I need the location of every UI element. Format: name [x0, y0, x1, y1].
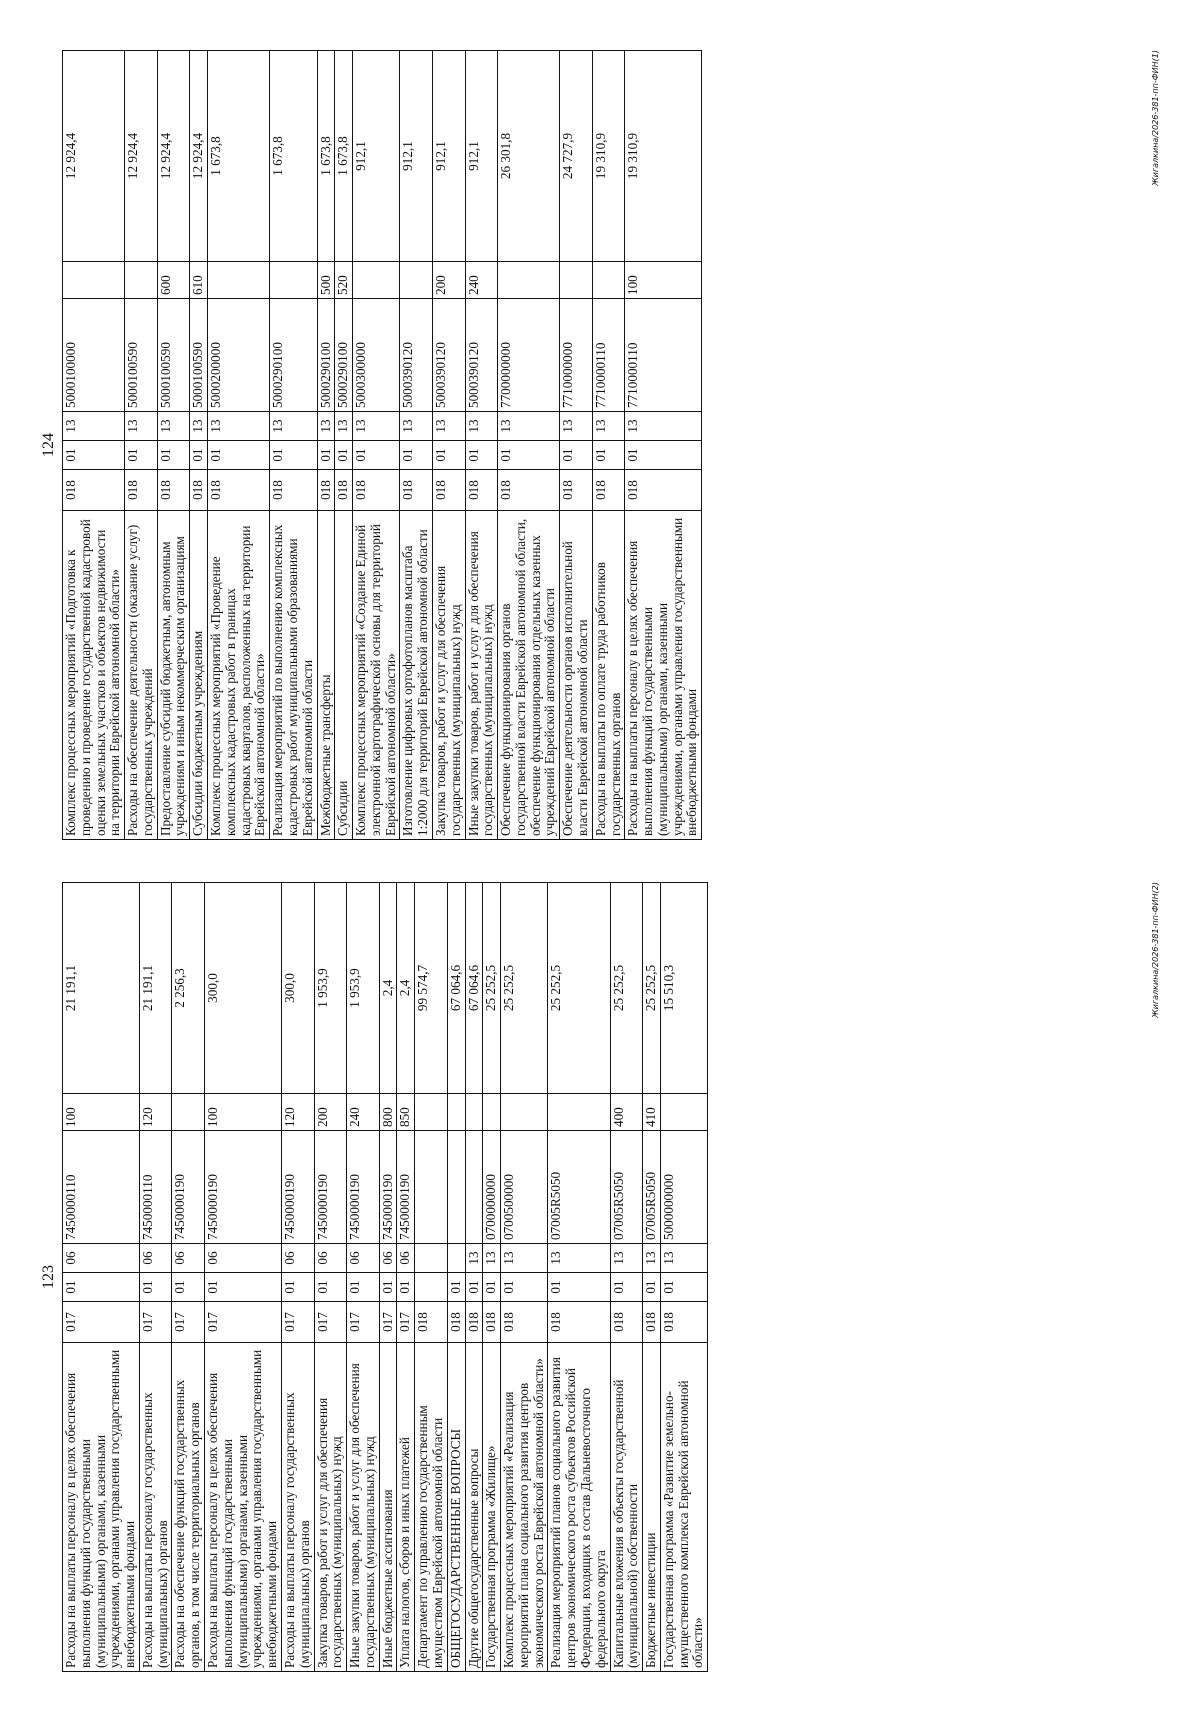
cell-name: Государственная программа «Жилище» — [483, 1343, 501, 1672]
table-row — [139, 883, 172, 1672]
cell-ved: 017 — [281, 1302, 314, 1343]
cell-pr: 13 — [625, 412, 702, 441]
cell-name: Комплекс процессных мероприятий «Подготовка к проведению и проведение государственной кадастровой оценки земельных участков и объектов недвижимости на территории Еврейской автономной области» — [63, 511, 125, 840]
cell-name: Обеспечение деятельности органов исполнительной власти Еврейской автономной области — [560, 511, 593, 840]
cell-pr: 13 — [157, 412, 190, 441]
cell-rz: 01 — [335, 441, 353, 470]
table-row — [447, 883, 465, 1672]
table-row — [415, 883, 448, 1672]
table-row — [353, 51, 400, 840]
cell-name: Расходы на обеспечение деятельности (оказание услуг) государственных учреждений — [125, 511, 158, 840]
page-footer: Жигалкина/2026-381-пп-ФИН(1) — [1151, 50, 1160, 186]
cell-sum: 1 673,8 — [317, 51, 335, 262]
cell-sum: 25 252,5 — [610, 883, 643, 1094]
cell-rz: 01 — [208, 441, 270, 470]
cell-ved: 017 — [397, 1302, 415, 1343]
cell-sum: 912,1 — [400, 51, 433, 262]
cell-name: Иные закупки товаров, работ и услуг для обеспечения государственных (муниципальных) нужд — [347, 1343, 380, 1672]
cell-vr — [353, 262, 400, 299]
page-footer: Жигалкина/2026-381-пп-ФИН(2) — [1151, 882, 1160, 1018]
cell-sum: 912,1 — [353, 51, 400, 262]
cell-vr: 850 — [397, 1094, 415, 1131]
cell-csr: 7450000110 — [63, 1131, 140, 1244]
cell-ved: 018 — [157, 470, 190, 511]
cell-rz: 01 — [270, 441, 317, 470]
cell-ved: 018 — [270, 470, 317, 511]
cell-csr — [465, 1131, 483, 1244]
cell-sum: 25 252,5 — [501, 883, 548, 1094]
cell-ved: 018 — [610, 1302, 643, 1343]
cell-ved: 017 — [139, 1302, 172, 1343]
cell-pr: 13 — [660, 1244, 707, 1273]
cell-rz: 01 — [501, 1273, 548, 1302]
cell-csr: 5000390120 — [432, 299, 465, 412]
cell-ved: 018 — [190, 470, 208, 511]
cell-vr — [208, 262, 270, 299]
table-row — [335, 51, 353, 840]
cell-vr — [415, 1094, 448, 1131]
cell-name: Расходы на выплаты персоналу в целях обеспечения выполнения функций государственными (муниципальными) органами, казенными учреждениями, органами управления государственными внебюджетными фондами — [205, 1343, 282, 1672]
cell-pr: 13 — [498, 412, 560, 441]
cell-csr: 5000100590 — [157, 299, 190, 412]
table-row — [63, 51, 125, 840]
cell-ved: 018 — [660, 1302, 707, 1343]
table-row — [643, 883, 661, 1672]
cell-sum: 15 510,3 — [660, 883, 707, 1094]
table-row — [400, 51, 433, 840]
cell-pr: 13 — [432, 412, 465, 441]
table-row — [63, 883, 140, 1672]
cell-sum: 12 924,4 — [190, 51, 208, 262]
cell-ved: 018 — [447, 1302, 465, 1343]
cell-rz: 01 — [317, 441, 335, 470]
cell-sum: 2,4 — [379, 883, 397, 1094]
cell-rz: 01 — [63, 1273, 140, 1302]
table-row — [592, 51, 625, 840]
cell-csr — [415, 1131, 448, 1244]
cell-vr: 500 — [317, 262, 335, 299]
cell-rz: 01 — [379, 1273, 397, 1302]
cell-name: Обеспечение функционирования органов государственной власти Еврейской автономной области, обеспечение функционирования отдельных казенных учреждений Еврейской автономной области — [498, 511, 560, 840]
table-row — [190, 51, 208, 840]
cell-name: Субсидии бюджетным учреждениям — [190, 511, 208, 840]
cell-pr: 13 — [63, 412, 125, 441]
cell-rz: 01 — [483, 1273, 501, 1302]
cell-name: Расходы на выплаты персоналу государственных (муниципальных) органов — [139, 1343, 172, 1672]
cell-sum: 1 673,8 — [335, 51, 353, 262]
cell-sum: 19 310,9 — [592, 51, 625, 262]
table-row — [610, 883, 643, 1672]
cell-csr: 5000290100 — [270, 299, 317, 412]
cell-csr: 0700000000 — [483, 1131, 501, 1244]
cell-rz: 01 — [625, 441, 702, 470]
cell-ved: 017 — [172, 1302, 205, 1343]
cell-vr: 600 — [157, 262, 190, 299]
cell-vr — [270, 262, 317, 299]
cell-pr: 06 — [205, 1244, 282, 1273]
cell-pr — [415, 1244, 448, 1273]
cell-sum: 99 574,7 — [415, 883, 448, 1094]
table-row — [125, 51, 158, 840]
cell-ved: 018 — [415, 1302, 448, 1343]
cell-vr: 520 — [335, 262, 353, 299]
cell-rz: 01 — [643, 1273, 661, 1302]
table-row — [625, 51, 702, 840]
cell-name: Расходы на обеспечение функций государственных органов, в том числе территориальных органов — [172, 1343, 205, 1672]
cell-sum: 67 064,6 — [447, 883, 465, 1094]
cell-sum: 21 191,1 — [139, 883, 172, 1094]
cell-csr: 5000390120 — [465, 299, 498, 412]
cell-pr: 06 — [397, 1244, 415, 1273]
cell-pr: 06 — [63, 1244, 140, 1273]
cell-rz: 01 — [172, 1273, 205, 1302]
table-row — [208, 51, 270, 840]
cell-csr: 5000100000 — [63, 299, 125, 412]
cell-csr: 5000290100 — [335, 299, 353, 412]
cell-ved: 018 — [560, 470, 593, 511]
cell-name: Закупка товаров, работ и услуг для обеспечения государственных (муниципальных) нужд — [314, 1343, 347, 1672]
cell-pr: 13 — [501, 1244, 548, 1273]
cell-name: Комплекс процессных мероприятий «Создание Единой электронной картографической основы для территорий Еврейской автономной области» — [353, 511, 400, 840]
cell-name: Субсидии — [335, 511, 353, 840]
cell-vr: 100 — [205, 1094, 282, 1131]
cell-ved: 018 — [501, 1302, 548, 1343]
cell-vr: 200 — [432, 262, 465, 299]
table-row — [157, 51, 190, 840]
cell-vr — [465, 1094, 483, 1131]
cell-pr: 06 — [347, 1244, 380, 1273]
cell-name: Комплекс процессных мероприятий «Проведение комплексных кадастровых работ в границах кадастровых кварталов, расположенных на территории Еврейской автономной области» — [208, 511, 270, 840]
cell-rz: 01 — [125, 441, 158, 470]
cell-csr: 5000100590 — [125, 299, 158, 412]
cell-pr — [447, 1244, 465, 1273]
cell-ved: 018 — [465, 1302, 483, 1343]
cell-pr: 13 — [317, 412, 335, 441]
cell-rz: 01 — [447, 1273, 465, 1302]
cell-csr: 5000390120 — [400, 299, 433, 412]
cell-csr: 7710000110 — [625, 299, 702, 412]
cell-name: Реализация мероприятий по выполнению комплексных кадастровых работ муниципальными образованиями Еврейской автономной области — [270, 511, 317, 840]
budget-table — [62, 50, 702, 840]
cell-sum: 24 727,9 — [560, 51, 593, 262]
cell-vr — [592, 262, 625, 299]
cell-rz: 01 — [205, 1273, 282, 1302]
cell-vr — [63, 262, 125, 299]
table-row — [660, 883, 707, 1672]
table-row — [397, 883, 415, 1672]
cell-name: ОБЩЕГОСУДАРСТВЕННЫЕ ВОПРОСЫ — [447, 1343, 465, 1672]
table-row — [465, 51, 498, 840]
cell-csr: 0700500000 — [501, 1131, 548, 1244]
cell-vr: 410 — [643, 1094, 661, 1131]
cell-pr: 13 — [483, 1244, 501, 1273]
cell-csr: 5000300000 — [353, 299, 400, 412]
cell-name: Расходы на выплаты персоналу государственных (муниципальных) органов — [281, 1343, 314, 1672]
cell-sum: 1 953,9 — [314, 883, 347, 1094]
cell-sum: 300,0 — [281, 883, 314, 1094]
cell-ved: 017 — [314, 1302, 347, 1343]
cell-vr — [560, 262, 593, 299]
cell-sum: 25 252,5 — [548, 883, 610, 1094]
cell-sum: 912,1 — [465, 51, 498, 262]
table-row — [465, 883, 483, 1672]
cell-vr: 120 — [139, 1094, 172, 1131]
table-row — [560, 51, 593, 840]
cell-ved: 018 — [465, 470, 498, 511]
cell-pr: 13 — [335, 412, 353, 441]
cell-ved: 018 — [432, 470, 465, 511]
cell-rz: 01 — [592, 441, 625, 470]
cell-csr: 7450000190 — [379, 1131, 397, 1244]
cell-name: Департамент по управлению государственным имуществом Еврейской автономной области — [415, 1343, 448, 1672]
budget-table — [62, 882, 708, 1672]
cell-sum: 2 256,3 — [172, 883, 205, 1094]
cell-pr: 13 — [465, 412, 498, 441]
cell-name: Государственная программа «Развитие земельно-имущественного комплекса Еврейской автономной области» — [660, 1343, 707, 1672]
cell-rz: 01 — [139, 1273, 172, 1302]
cell-ved: 018 — [353, 470, 400, 511]
cell-name: Расходы на выплаты по оплате труда работников государственных органов — [592, 511, 625, 840]
table-row — [498, 51, 560, 840]
cell-rz: 01 — [465, 441, 498, 470]
cell-csr: 5000290100 — [317, 299, 335, 412]
cell-rz: 01 — [157, 441, 190, 470]
cell-pr: 13 — [353, 412, 400, 441]
cell-sum: 912,1 — [432, 51, 465, 262]
cell-csr: 7710000110 — [592, 299, 625, 412]
cell-vr — [483, 1094, 501, 1131]
cell-csr — [447, 1131, 465, 1244]
cell-pr: 13 — [548, 1244, 610, 1273]
cell-rz: 01 — [400, 441, 433, 470]
cell-sum: 67 064,6 — [465, 883, 483, 1094]
cell-rz: 01 — [498, 441, 560, 470]
cell-pr: 06 — [139, 1244, 172, 1273]
cell-name: Комплекс процессных мероприятий «Реализация мероприятий плана социального развития центров экономического роста Еврейской автономной области» — [501, 1343, 548, 1672]
table-row — [270, 51, 317, 840]
cell-csr: 7700000000 — [498, 299, 560, 412]
cell-ved: 018 — [548, 1302, 610, 1343]
cell-ved: 018 — [317, 470, 335, 511]
table-row — [483, 883, 501, 1672]
table-row — [205, 883, 282, 1672]
cell-csr: 7450000190 — [172, 1131, 205, 1244]
page-number: 123 — [40, 1265, 57, 1289]
cell-sum: 300,0 — [205, 883, 282, 1094]
table-row — [501, 883, 548, 1672]
cell-ved: 018 — [498, 470, 560, 511]
cell-rz: 01 — [560, 441, 593, 470]
cell-rz: 01 — [63, 441, 125, 470]
cell-ved: 017 — [347, 1302, 380, 1343]
cell-pr: 06 — [314, 1244, 347, 1273]
cell-name: Иные закупки товаров, работ и услуг для обеспечения государственных (муниципальных) нужд — [465, 511, 498, 840]
cell-name: Изготовление цифровых ортофотопланов масштаба 1:2000 для территорий Еврейской автономной области — [400, 511, 433, 840]
cell-name: Реализация мероприятий планов социального развития центров экономического роста субъектов Российской Федерации, входящих в состав Дальневосточного федерального округа — [548, 1343, 610, 1672]
cell-pr: 13 — [592, 412, 625, 441]
page-123 — [40, 882, 1160, 1672]
cell-csr: 07005R5050 — [548, 1131, 610, 1244]
cell-rz: 01 — [347, 1273, 380, 1302]
cell-name: Капитальные вложения в объекты государственной (муниципальной) собственности — [610, 1343, 643, 1672]
cell-csr: 7450000110 — [139, 1131, 172, 1244]
cell-vr — [447, 1094, 465, 1131]
cell-csr: 07005R5050 — [643, 1131, 661, 1244]
cell-sum: 12 924,4 — [157, 51, 190, 262]
cell-name: Расходы на выплаты персоналу в целях обеспечения выполнения функций государственными (муниципальными) органами, казенными учреждениями, органами управления государственными внебюджетными фондами — [625, 511, 702, 840]
cell-pr: 13 — [270, 412, 317, 441]
cell-vr — [400, 262, 433, 299]
cell-vr: 800 — [379, 1094, 397, 1131]
cell-rz — [415, 1273, 448, 1302]
cell-pr: 13 — [208, 412, 270, 441]
cell-rz: 01 — [353, 441, 400, 470]
cell-csr: 7450000190 — [314, 1131, 347, 1244]
cell-name: Закупка товаров, работ и услуг для обеспечения государственных (муниципальных) нужд — [432, 511, 465, 840]
cell-sum: 12 924,4 — [125, 51, 158, 262]
cell-csr: 5000100590 — [190, 299, 208, 412]
cell-pr: 13 — [125, 412, 158, 441]
cell-sum: 1 673,8 — [270, 51, 317, 262]
cell-vr: 610 — [190, 262, 208, 299]
page-number: 124 — [40, 433, 57, 457]
cell-csr: 7450000190 — [205, 1131, 282, 1244]
cell-rz: 01 — [432, 441, 465, 470]
cell-name: Предоставление субсидий бюджетным, автономным учреждениям и иным некоммерческим организациям — [157, 511, 190, 840]
cell-vr: 240 — [347, 1094, 380, 1131]
cell-csr: 7450000190 — [347, 1131, 380, 1244]
cell-ved: 017 — [63, 1302, 140, 1343]
cell-rz: 01 — [465, 1273, 483, 1302]
cell-name: Уплата налогов, сборов и иных платежей — [397, 1343, 415, 1672]
cell-vr — [548, 1094, 610, 1131]
cell-pr: 13 — [465, 1244, 483, 1273]
cell-csr: 5000200000 — [208, 299, 270, 412]
cell-vr: 100 — [63, 1094, 140, 1131]
cell-name: Межбюджетные трансферты — [317, 511, 335, 840]
cell-vr: 200 — [314, 1094, 347, 1131]
cell-sum: 1 673,8 — [208, 51, 270, 262]
cell-ved: 018 — [400, 470, 433, 511]
cell-vr: 120 — [281, 1094, 314, 1131]
cell-ved: 018 — [625, 470, 702, 511]
cell-pr: 06 — [379, 1244, 397, 1273]
cell-ved: 018 — [483, 1302, 501, 1343]
cell-ved: 018 — [208, 470, 270, 511]
cell-sum: 19 310,9 — [625, 51, 702, 262]
cell-vr — [172, 1094, 205, 1131]
page-124 — [40, 50, 1160, 840]
cell-rz: 01 — [281, 1273, 314, 1302]
cell-vr: 240 — [465, 262, 498, 299]
cell-rz: 01 — [397, 1273, 415, 1302]
table-row — [548, 883, 610, 1672]
cell-sum: 25 252,5 — [483, 883, 501, 1094]
table-row — [379, 883, 397, 1672]
cell-vr — [501, 1094, 548, 1131]
cell-csr: 7710000000 — [560, 299, 593, 412]
cell-pr: 13 — [610, 1244, 643, 1273]
cell-rz: 01 — [660, 1273, 707, 1302]
cell-name: Бюджетные инвестиции — [643, 1343, 661, 1672]
cell-vr — [660, 1094, 707, 1131]
cell-pr: 13 — [190, 412, 208, 441]
cell-rz: 01 — [610, 1273, 643, 1302]
cell-csr: 7450000190 — [281, 1131, 314, 1244]
cell-sum: 26 301,8 — [498, 51, 560, 262]
cell-sum: 1 953,9 — [347, 883, 380, 1094]
cell-vr — [125, 262, 158, 299]
cell-pr: 13 — [643, 1244, 661, 1273]
table-row — [281, 883, 314, 1672]
cell-ved: 017 — [205, 1302, 282, 1343]
cell-sum: 2,4 — [397, 883, 415, 1094]
cell-rz: 01 — [548, 1273, 610, 1302]
cell-ved: 018 — [125, 470, 158, 511]
table-row — [432, 51, 465, 840]
cell-pr: 06 — [172, 1244, 205, 1273]
cell-pr: 13 — [560, 412, 593, 441]
cell-pr: 06 — [281, 1244, 314, 1273]
table-row — [314, 883, 347, 1672]
cell-pr: 13 — [400, 412, 433, 441]
cell-vr — [498, 262, 560, 299]
cell-vr: 100 — [625, 262, 702, 299]
cell-csr: 5000000000 — [660, 1131, 707, 1244]
cell-name: Расходы на выплаты персоналу в целях обеспечения выполнения функций государственными (муниципальными) органами, казенными учреждениями, органами управления государственными внебюджетными фондами — [63, 1343, 140, 1672]
cell-ved: 018 — [643, 1302, 661, 1343]
cell-vr: 400 — [610, 1094, 643, 1131]
rotated-spread — [40, 30, 1160, 1692]
cell-name: Другие общегосударственные вопросы — [465, 1343, 483, 1672]
cell-rz: 01 — [314, 1273, 347, 1302]
cell-ved: 018 — [63, 470, 125, 511]
cell-ved: 018 — [592, 470, 625, 511]
table-row — [317, 51, 335, 840]
cell-ved: 017 — [379, 1302, 397, 1343]
cell-ved: 018 — [335, 470, 353, 511]
cell-csr: 07005R5050 — [610, 1131, 643, 1244]
cell-name: Иные бюджетные ассигнования — [379, 1343, 397, 1672]
cell-sum: 21 191,1 — [63, 883, 140, 1094]
cell-sum: 25 252,5 — [643, 883, 661, 1094]
cell-csr: 7450000190 — [397, 1131, 415, 1244]
cell-sum: 12 924,4 — [63, 51, 125, 262]
cell-rz: 01 — [190, 441, 208, 470]
table-row — [347, 883, 380, 1672]
table-row — [172, 883, 205, 1672]
